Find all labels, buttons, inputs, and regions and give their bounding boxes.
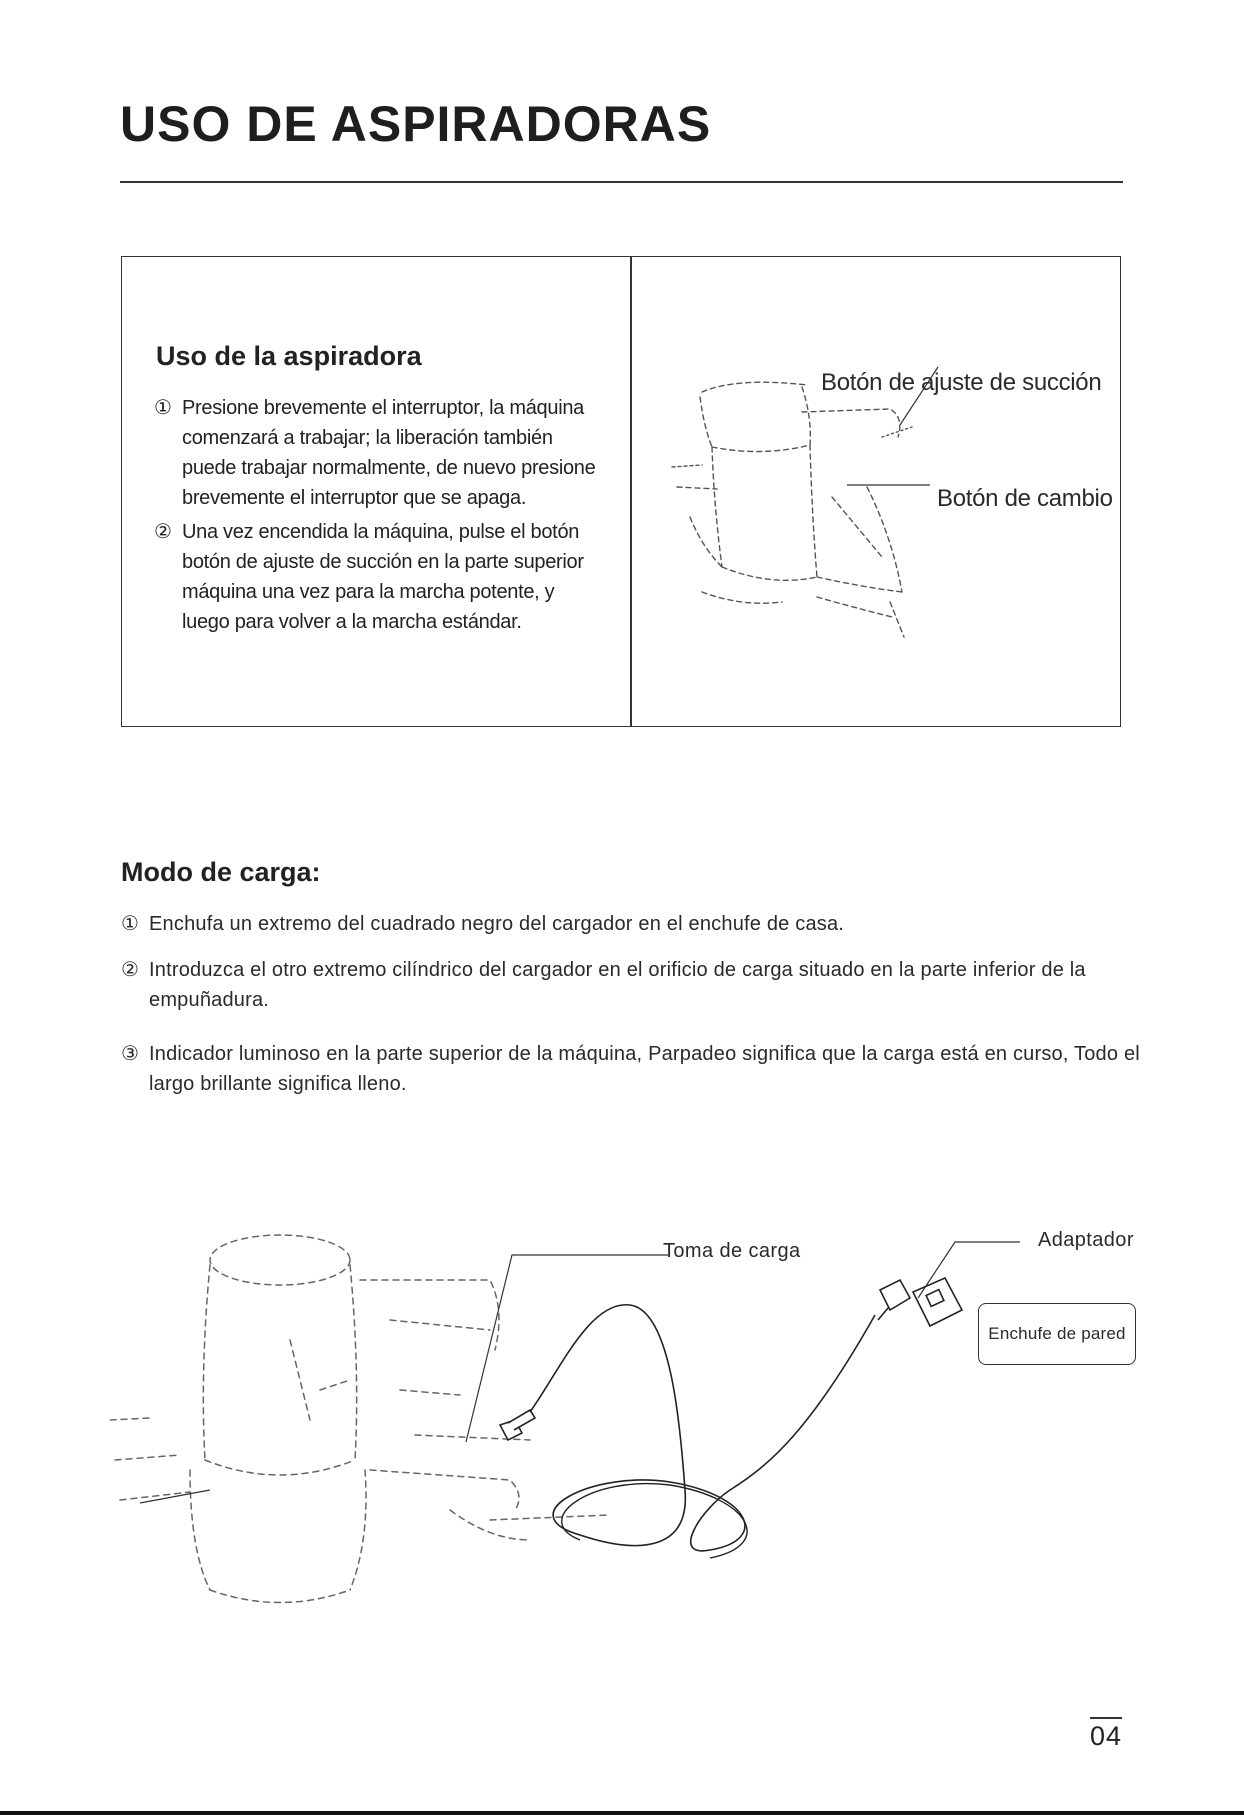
charging-step-1: [121, 909, 1141, 939]
usage-section: [121, 256, 1121, 727]
label-wall-socket: Enchufe de pared: [988, 1324, 1126, 1343]
step-number: ③: [121, 1043, 140, 1065]
callout-suction-button: Botón de ajuste de succión: [821, 369, 1102, 396]
page-number: 04: [1090, 1717, 1122, 1751]
step-number: ②: [121, 959, 140, 981]
charging-step-3: [121, 1039, 1141, 1099]
usage-heading: Uso de la aspiradora: [156, 341, 422, 371]
label-charging-port: Toma de carga: [663, 1240, 801, 1262]
usage-column-divider: [630, 257, 632, 726]
step-number: ①: [121, 913, 140, 935]
usage-step-1: [154, 393, 604, 513]
step-number: ①: [154, 397, 172, 419]
step-text: Una vez encendida la máquina, pulse el botón botón de ajuste de succión en la parte superior máquina una vez para la marcha potente, y luego para volver a la marcha estándar.: [182, 521, 584, 633]
page-title: USO DE ASPIRADORAS: [120, 96, 712, 152]
title-divider: [120, 181, 1123, 183]
charging-heading: Modo de carga:: [121, 857, 321, 887]
footer-bar: [0, 1811, 1244, 1815]
label-adapter: Adaptador: [1038, 1229, 1134, 1251]
callout-switch-button: Botón de cambio: [937, 485, 1113, 512]
charging-illustration: [110, 1220, 1150, 1630]
usage-instructions: [154, 393, 604, 637]
wall-socket-box: [978, 1303, 1136, 1365]
charging-step-2: [121, 955, 1141, 1015]
step-text: Introduzca el otro extremo cilíndrico del cargador en el orificio de carga situado en la parte inferior de la empuñadura.: [149, 959, 1086, 1011]
usage-step-2: [154, 517, 604, 637]
step-text: Indicador luminoso en la parte superior de la máquina, Parpadeo significa que la carga está en curso, Todo el largo brillante significa lleno.: [149, 1043, 1140, 1095]
charging-instructions: [121, 909, 1141, 1099]
step-text: Enchufa un extremo del cuadrado negro del cargador en el enchufe de casa.: [149, 913, 845, 935]
step-text: Presione brevemente el interruptor, la máquina comenzará a trabajar; la liberación también puede trabajar normalmente, de nuevo presione brevemente el interruptor que se apaga.: [182, 397, 596, 509]
step-number: ②: [154, 521, 172, 543]
